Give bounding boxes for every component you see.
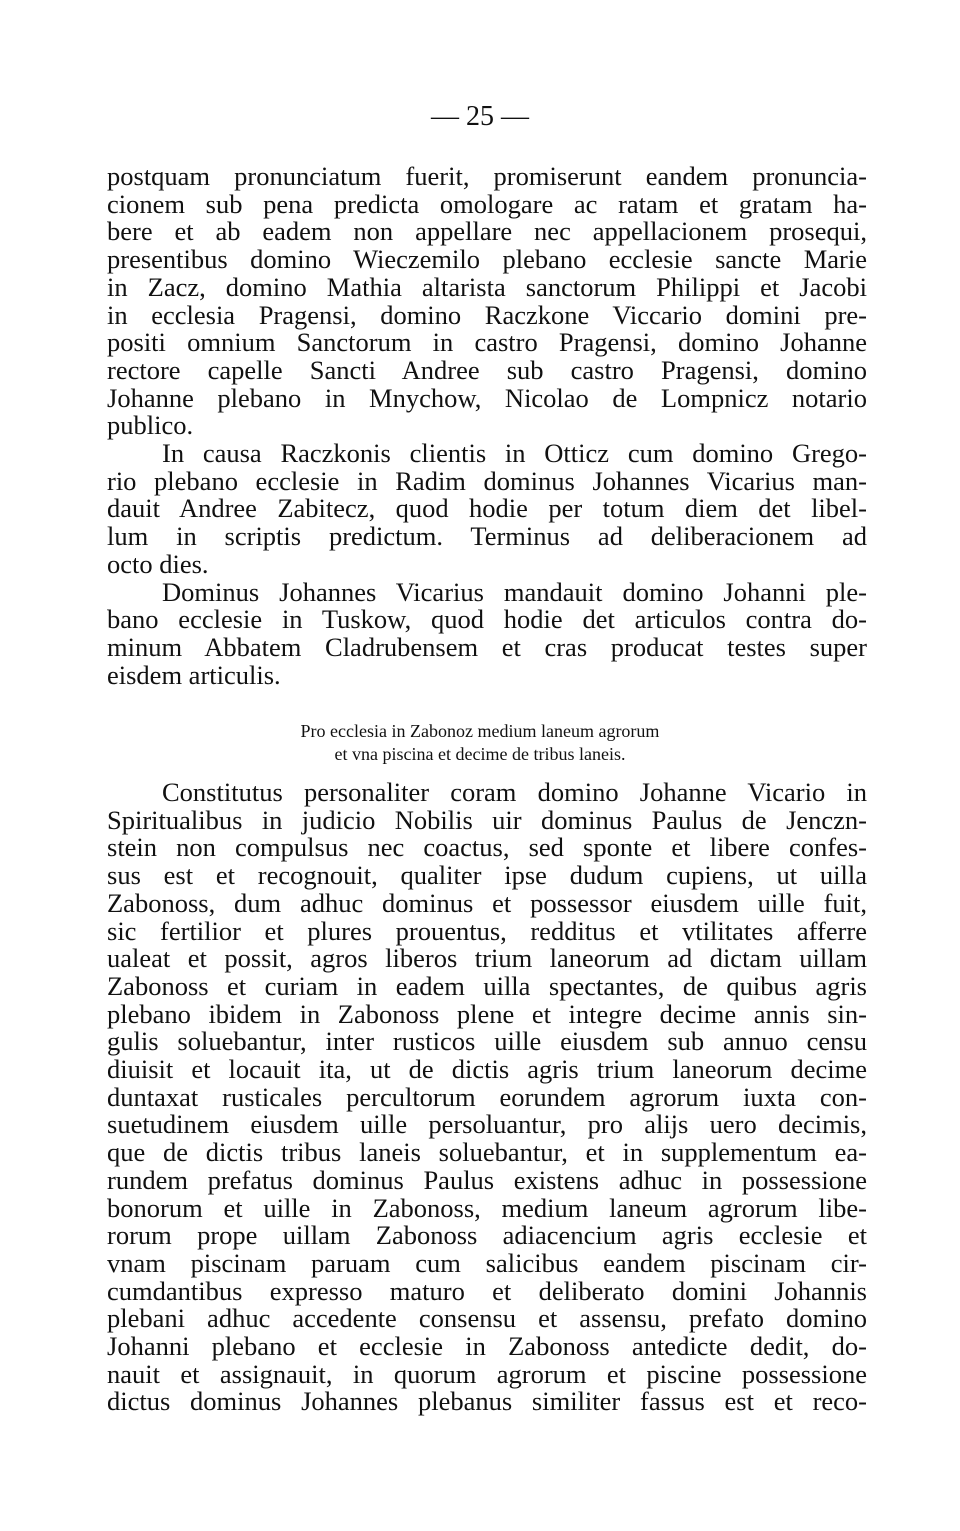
text-line: que de dictis tribus laneis soluebantur, et in supplementum ea- <box>107 1137 867 1168</box>
text-line: plebano ibidem in Zabonoss plene et integre decime annis sin- <box>107 998 867 1029</box>
text-line: ualeat et possit, agros liberos trium laneorum ad dictam uillam <box>107 943 867 974</box>
text-line: duntaxat rusticales percultorum eorundem agrorum iuxta con- <box>107 1081 867 1112</box>
text-line: stein non compulsus nec coactus, sed sponte et libere confes- <box>107 832 867 863</box>
text-line: rio plebano ecclesie in Radim dominus Johannes Vicarius man- <box>107 465 867 496</box>
text-line: plebani adhuc accedente consensu et assensu, prefato domino <box>107 1303 867 1334</box>
text-line: dauit Andree Zabitecz, quod hodie per totum diem det libel- <box>107 493 867 524</box>
text-line: presentibus domino Wieczemilo plebano ecclesie sancte Marie <box>107 244 867 275</box>
text-line: positi omnium Sanctorum in castro Pragensi, domino Johanne <box>107 327 867 358</box>
text-line: sic fertilior et plures prouentus, redditus et vtilitates afferre <box>107 915 867 946</box>
text-line: rorum prope uillam Zabonoss adiacencium agris ecclesie et <box>107 1220 867 1251</box>
text-line: in ecclesia Pragensi, domino Raczkone Viccario domini pre- <box>107 299 867 330</box>
heading-line: Pro ecclesia in Zabonoz medium laneum agrorum <box>300 721 660 741</box>
text-line: rectore capelle Sancti Andree sub castro Pragensi, domino <box>107 354 867 385</box>
page-number: — 25 — <box>431 101 529 132</box>
text-line: bano ecclesie in Tuskow, quod hodie det articulos contra do- <box>107 604 867 635</box>
text-line: nauit et assignauit, in quorum agrorum et piscine possessione <box>107 1358 867 1389</box>
section-heading <box>0 720 960 766</box>
text-line: sus est et recognouit, qualiter ipse dudum cupiens, ut uilla <box>107 860 867 891</box>
text-line: Zabonoss, dum adhuc dominus et possessor eiusdem uille fuit, <box>107 887 867 918</box>
text-line: Zabonoss et curiam in eadem uilla spectantes, de quibus agris <box>107 970 867 1001</box>
text-line: in Zacz, domino Mathia altarista sanctorum Philippi et Jacobi <box>107 271 867 302</box>
text-line: lum in scriptis predictum. Terminus ad deliberacionem ad <box>107 521 867 552</box>
text-block-1 <box>107 163 867 689</box>
text-line: Dominus Johannes Vicarius mandauit domino Johanni ple- <box>162 576 867 607</box>
text-line: suetudinem eiusdem uille persoluantur, pro alijs uero decimis, <box>107 1109 867 1140</box>
text-line: rundem prefatus dominus Paulus existens adhuc in possessione <box>107 1164 867 1195</box>
text-line: eisdem articulis. <box>107 659 281 690</box>
text-line: In causa Raczkonis clientis in Otticz cum domino Grego- <box>162 438 867 469</box>
text-line: dictus dominus Johannes plebanus similiter fassus est et reco- <box>107 1386 867 1417</box>
text-line: octo dies. <box>107 548 209 579</box>
heading-line: et vna piscina et decime de tribus laneis. <box>334 744 626 764</box>
text-line: publico. <box>107 410 194 441</box>
text-line: vnam piscinam paruam cum salicibus eandem piscinam cir- <box>107 1247 867 1278</box>
text-line: cionem sub pena predicta omologare ac ratam et gratam ha- <box>107 188 867 219</box>
text-line: gulis soluebantur, inter rusticos uille eiusdem sub annuo censu <box>107 1026 867 1057</box>
text-block-2 <box>107 779 867 1416</box>
text-line: cumdantibus expresso maturo et deliberato domini Johannis <box>107 1275 867 1306</box>
text-line: postquam pronunciatum fuerit, promiserunt eandem pronuncia- <box>107 161 867 191</box>
text-line: Johanne plebano in Mnychow, Nicolao de Lompnicz notario <box>107 382 867 413</box>
text-line: diuisit et locauit ita, ut de dictis agris trium laneorum decime <box>107 1054 867 1085</box>
text-line: minum Abbatem Cladrubensem et cras producat testes super <box>107 631 867 662</box>
text-line: bere et ab eadem non appellare nec appellacionem prosequi, <box>107 216 867 247</box>
text-line: Spiritualibus in judicio Nobilis uir dominus Paulus de Jenczn- <box>107 804 867 835</box>
text-line: Johanni plebano et ecclesie in Zabonoss antedicte dedit, do- <box>107 1331 867 1362</box>
text-line: bonorum et uille in Zabonoss, medium laneum agrorum libe- <box>107 1192 867 1223</box>
text-line: Constitutus personaliter coram domino Johanne Vicario in <box>162 777 867 807</box>
